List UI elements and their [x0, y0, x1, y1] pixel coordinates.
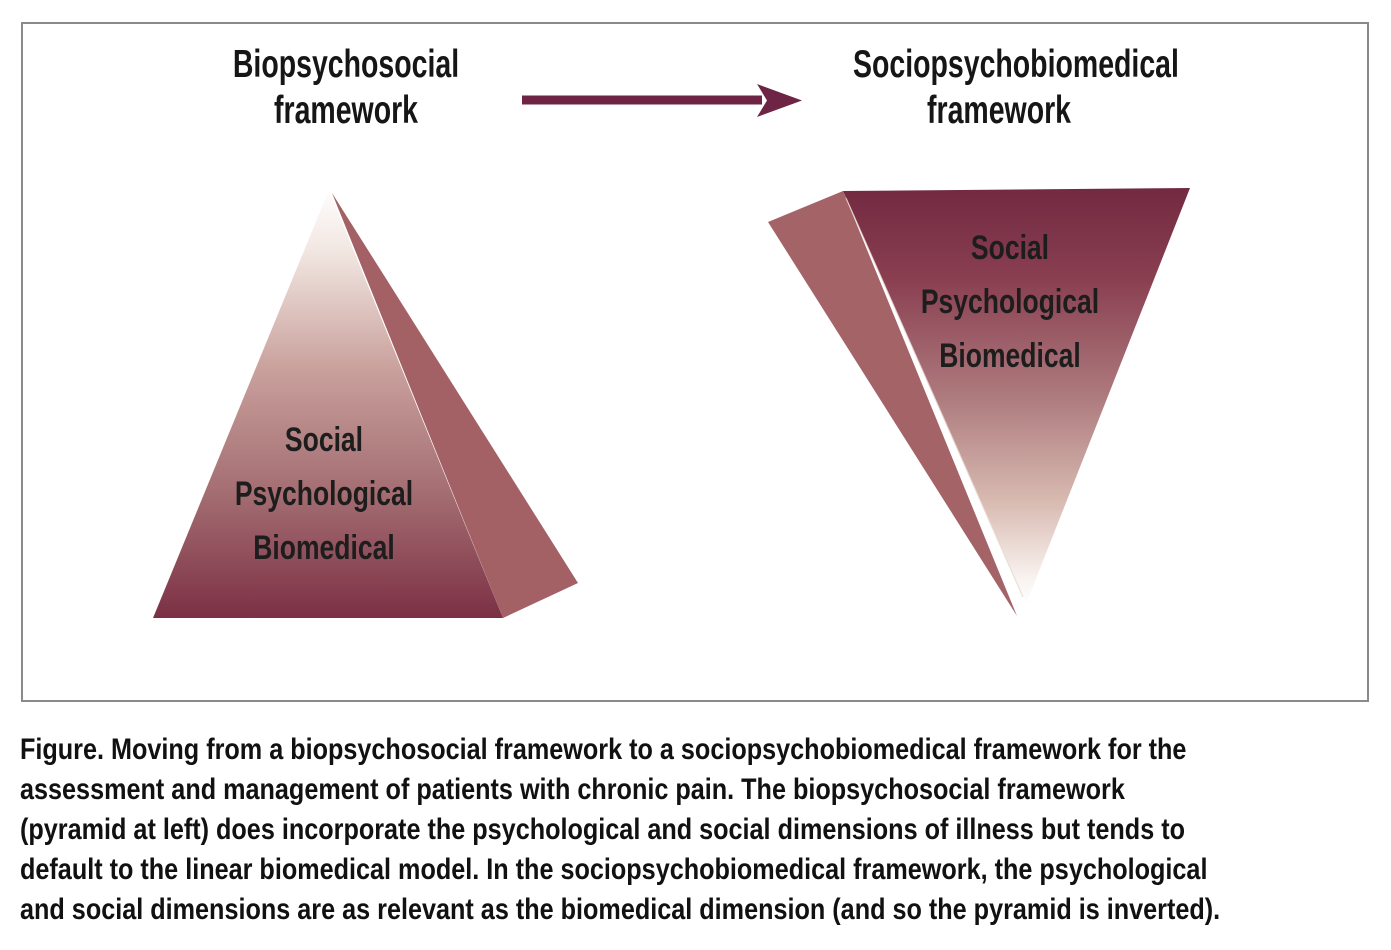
right-layer-biomedical: Biomedical	[939, 337, 1081, 375]
left-framework-title-line2: framework	[274, 89, 418, 132]
right-layer-social: Social	[970, 229, 1050, 267]
caption-line-5: and social dimensions are as relevant as the biomedical dimension (and so the pyramid is inverted).	[20, 893, 1221, 926]
right-pyramid-layer-labels	[893, 221, 1127, 383]
right-framework-title-line1: Sociopsychobiomedical	[853, 43, 1179, 86]
caption-line-2: assessment and management of patients with chronic pain. The biopsychosocial framework	[20, 773, 1125, 806]
caption-line-3: (pyramid at left) does incorporate the psychological and social dimensions of illness but tends to	[20, 813, 1186, 846]
left-layer-biomedical: Biomedical	[253, 529, 395, 567]
caption-line-1: Figure. Moving from a biopsychosocial framework to a sociopsychobiomedical framework for the	[20, 733, 1187, 766]
left-framework-title-line1: Biopsychosocial	[232, 43, 460, 86]
right-framework-title-line2: framework	[927, 89, 1071, 132]
figure-caption	[20, 730, 1381, 930]
right-framework-title	[853, 42, 1179, 134]
left-layer-social: Social	[284, 421, 364, 459]
transition-arrow	[522, 84, 802, 117]
arrow-shaft	[522, 96, 762, 105]
left-framework-title	[200, 42, 492, 134]
left-layer-psychological: Psychological	[234, 475, 414, 513]
left-pyramid-layer-labels	[207, 413, 441, 575]
arrow-head-icon	[757, 84, 802, 117]
right-layer-psychological: Psychological	[920, 283, 1100, 321]
caption-line-4: default to the linear biomedical model. In the sociopsychobiomedical framework, the psychological	[20, 853, 1208, 886]
